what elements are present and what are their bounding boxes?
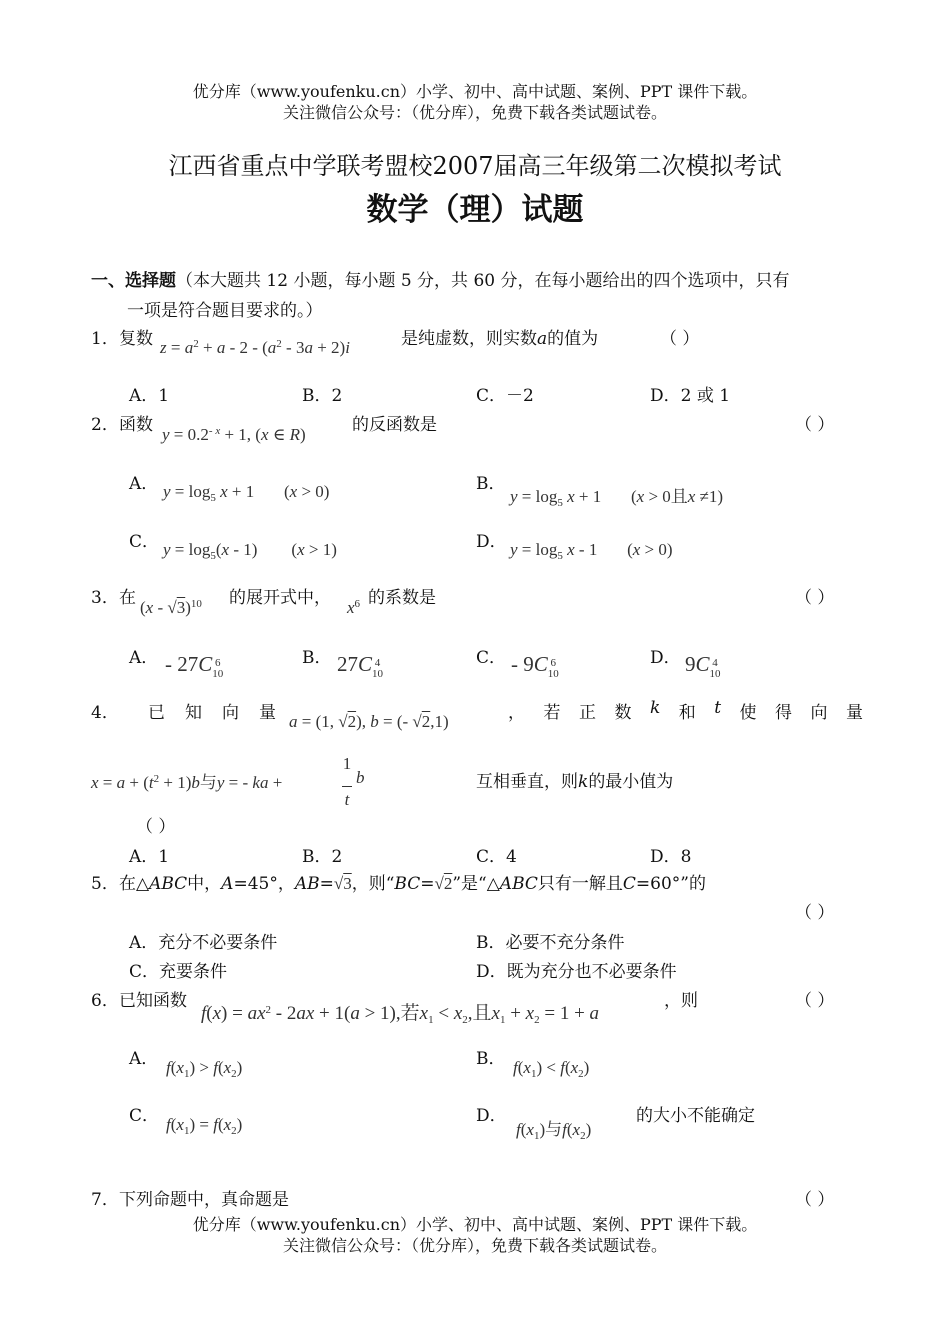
q2-label-a: A． — [129, 474, 159, 494]
q3-option-b-formula: 27C 4 10 — [337, 652, 384, 680]
q4-formula-b: b — [356, 768, 365, 787]
q2-cond-b: 且 — [670, 487, 688, 506]
q3-label-d: D． — [650, 648, 681, 668]
q5-equals: = — [319, 874, 334, 894]
q4-word: t — [714, 698, 722, 718]
q6-label-c: C． — [129, 1106, 160, 1126]
q5-option-c: C．充要条件 — [129, 962, 228, 982]
q6-formula: $f(x) = ax^2 - 2ax + 1(a > 1)$,若$x_1 < x_2$,且$x_1 + x_2 = 1 + a$ — [201, 1003, 600, 1026]
q1-formula: $z = a^2 + a - 2 - (a^2 - 3a + 2)i$ — [160, 338, 350, 357]
q2-option-d-formula: $y = \log_5 x - 1$ (x > 0) — [510, 540, 673, 562]
q6-pre: 已知函数 — [119, 991, 187, 1011]
q5-root3: 3 — [343, 874, 352, 893]
q3-label-b: B． — [302, 648, 332, 668]
q6-option-d-formula: $f(x_1)$与$f(x_2)$ — [516, 1120, 592, 1142]
q4-word: 数 — [614, 703, 632, 723]
q4-word: 量 — [846, 703, 863, 723]
q2-number: 2． — [91, 415, 119, 435]
footer-line-1: 优分库（www.youfenku.cn）小学、初中、高中试题、案例、PPT 课件下载。 — [192, 1215, 758, 1234]
q1-text — [401, 324, 598, 349]
q5-number: 5． — [91, 874, 119, 894]
q1-post: 是纯虚数，则实数 — [401, 329, 537, 349]
q2-option-a-formula: $y = \log_5 x + 1$ (x > 0) — [163, 482, 330, 504]
exam-subtitle: 数学（理）试题 — [366, 192, 584, 228]
q5-option-d: D．既为充分也不必要条件 — [476, 962, 677, 982]
q4-word: 已 — [148, 703, 165, 723]
q6-option-d-text: 的大小不能确定 — [636, 1106, 755, 1126]
q1-pre: 复数 — [119, 329, 153, 349]
q4-word: 若 — [543, 703, 561, 723]
q5-text2: 中， — [187, 874, 222, 894]
q4-word: k — [649, 698, 661, 718]
q3-pre: 在 — [119, 588, 136, 608]
q4-formula-vectors: a = (1, √2), b = (- √2,1) — [289, 712, 449, 731]
q4-option-b: B．2 — [302, 847, 343, 867]
q5-text5: 只有一解且 — [537, 874, 623, 894]
q3-formula-binomial: (x - √3)$^{10}$ — [140, 598, 202, 617]
q5-angle-c-value: =60°”的 — [635, 874, 706, 894]
q5-text1: 在 — [119, 874, 136, 894]
q3-option-d-formula: 9C 4 10 — [685, 652, 721, 680]
q5-triangle: △ABC — [136, 874, 188, 894]
q4-formula-combo: $x = a + (t^2 + 1)b$与y = - ka + — [91, 773, 283, 792]
q4-word: 向 — [222, 703, 239, 723]
q5-option-a: A．充分不必要条件 — [129, 933, 278, 953]
header-line-2: 关注微信公众号：（优分库），免费下载各类试题试卷。 — [282, 103, 667, 122]
q2-label-b: B． — [476, 474, 506, 494]
q1-answer-blank: （ ） — [660, 329, 700, 349]
q4-post: 互相垂直，则 — [476, 772, 578, 792]
q1-option-c: C．－2 — [476, 386, 534, 406]
q6-number: 6． — [91, 991, 119, 1011]
q5-option-b: B．必要不充分条件 — [476, 933, 625, 953]
q5-angle-value: =45°， — [233, 874, 295, 894]
q6-option-b-formula: $f(x_1) < f(x_2)$ — [513, 1058, 590, 1080]
q5-side-ab: AB — [294, 874, 320, 894]
q3-answer-blank: （ ） — [795, 588, 835, 608]
section-desc-2: 一项是符合题目要求的。） — [127, 301, 323, 321]
q4-word: 使 — [739, 703, 757, 723]
q6-qie: 且 — [472, 1003, 492, 1024]
q4-option-c: C．4 — [476, 847, 517, 867]
q7-answer-blank: （ ） — [795, 1190, 835, 1210]
exam-title: 江西省重点中学联考盟校2007届高三年级第二次模拟考试 — [168, 152, 782, 180]
q3-number: 3． — [91, 588, 119, 608]
q6-label-a: A． — [129, 1049, 159, 1069]
q1-var: a — [537, 329, 548, 349]
q5-root2: 2 — [443, 874, 453, 893]
section-desc-1: （本大题共 12 小题，每小题 5 分，共 60 分，在每小题给出的四个选项中，只有 — [176, 271, 790, 291]
q6-yu: 与 — [545, 1120, 563, 1139]
q5-angle-c: C — [622, 874, 636, 894]
q2-option-c-formula: $y = \log_5(x - 1)$ (x > 1) — [163, 540, 337, 562]
q3-label-c: C． — [476, 648, 507, 668]
q4-link: 与 — [199, 773, 217, 792]
q6-option-a-formula: $f(x_1) > f(x_2)$ — [166, 1058, 243, 1080]
q1-option-b: B．2 — [302, 386, 343, 406]
q6-label-d: D． — [476, 1106, 507, 1126]
q3-option-c-formula: - 9C 6 10 — [511, 652, 559, 680]
q3-formula-power: $x^6$ — [347, 598, 361, 617]
q1-option-a: A．1 — [129, 386, 170, 406]
q5-text: 在△ABC中，A=45°，AB=√3，则“BC=√2”是“△ABC只有一解且C=60°”的 — [119, 874, 706, 894]
q4-number: 4． — [91, 703, 119, 723]
q3-label-a: A． — [129, 648, 159, 668]
q2-pre: 函数 — [119, 415, 153, 435]
q2-label-d: D． — [476, 532, 507, 552]
q4-word: 量 — [259, 703, 276, 723]
q4-words-left — [148, 698, 276, 723]
q5-answer-blank: （ ） — [795, 903, 835, 923]
q4-option-a: A．1 — [129, 847, 170, 867]
section-title: 一、选择题 — [91, 271, 176, 291]
q4-answer-blank: （ ） — [136, 817, 176, 837]
q4-word: ， — [508, 703, 525, 723]
q7-number: 7． — [91, 1190, 119, 1210]
q6-answer-blank: （ ） — [795, 991, 835, 1011]
q5-angle-a: A — [221, 874, 234, 894]
footer-line-2: 关注微信公众号：（优分库），免费下载各类试题试卷。 — [282, 1236, 667, 1255]
q4-post2: 的最小值为 — [588, 772, 674, 792]
q4-word: 知 — [185, 703, 202, 723]
q3-post: 的系数是 — [368, 588, 436, 608]
q4-word: 正 — [578, 703, 596, 723]
q4-fraction: 1 t — [342, 754, 352, 809]
q4-option-d: D．8 — [650, 847, 692, 867]
q6-option-c-formula: $f(x_1) = f(x_2)$ — [166, 1115, 243, 1137]
q5-text4: ”是“ — [452, 874, 487, 894]
q6-label-b: B． — [476, 1049, 506, 1069]
q5-triangle-2: △ABC — [486, 874, 538, 894]
q4-word: 得 — [775, 703, 793, 723]
q1-post2: 的值为 — [547, 329, 599, 349]
q6-post: ，则 — [664, 991, 698, 1011]
q2-answer-blank: （ ） — [795, 415, 835, 435]
section-heading — [91, 266, 790, 291]
q4-tail — [476, 767, 673, 792]
q4-words-right — [508, 698, 863, 723]
q2-label-c: C． — [129, 532, 160, 552]
q1-number: 1． — [91, 329, 119, 349]
header-line-1: 优分库（www.youfenku.cn）小学、初中、高中试题、案例、PPT 课件下载。 — [192, 82, 758, 101]
q2-formula: $y = 0.2^{- x} + 1$, (x ∈ R) — [162, 425, 306, 444]
q5-side-bc: BC — [394, 874, 421, 894]
q7-text: 下列命题中，真命题是 — [119, 1190, 289, 1210]
q6-ruo: 若 — [400, 1003, 420, 1024]
q4-var: k — [578, 772, 589, 792]
q2-post: 的反函数是 — [352, 415, 437, 435]
q4-word: 和 — [678, 703, 696, 723]
q3-mid: 的展开式中， — [229, 588, 331, 608]
q5-text3: ，则“ — [351, 874, 395, 894]
q1-option-d: D．2 或 1 — [650, 386, 731, 406]
q2-option-b-formula: $y = \log_5 x + 1$ (x > 0且x ≠1) — [510, 487, 724, 509]
q4-word: 向 — [810, 703, 828, 723]
q3-option-a-formula: - 27C 6 10 — [165, 652, 224, 680]
